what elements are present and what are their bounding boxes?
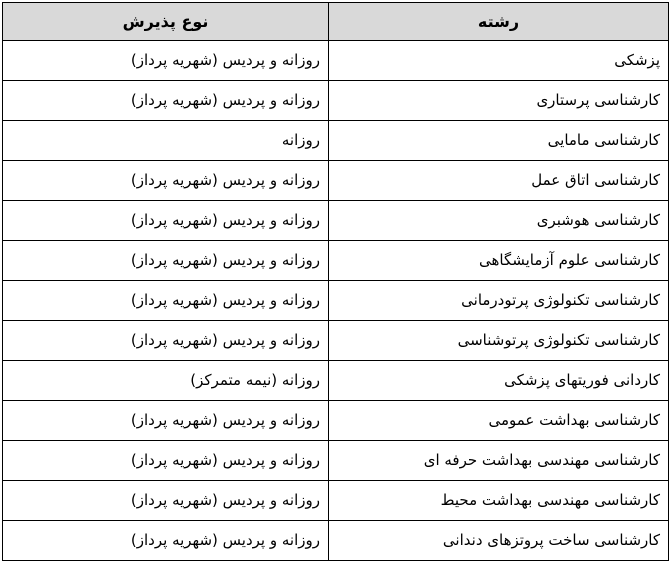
- admission-type-cell: روزانه و پردیس (شهریه پرداز): [3, 41, 329, 81]
- field-cell: کارشناسی اتاق عمل: [329, 161, 669, 201]
- field-cell: کارشناسی علوم آزمایشگاهی: [329, 241, 669, 281]
- field-cell: کارشناسی پرستاری: [329, 81, 669, 121]
- admission-type-cell: روزانه و پردیس (شهریه پرداز): [3, 241, 329, 281]
- table-row: [3, 201, 669, 241]
- admission-type-cell: روزانه: [3, 121, 329, 161]
- table-row: [3, 361, 669, 401]
- table-row: [3, 161, 669, 201]
- table-row: [3, 321, 669, 361]
- table-row: [3, 401, 669, 441]
- admissions-table-container: [2, 2, 668, 561]
- admission-type-cell: روزانه و پردیس (شهریه پرداز): [3, 321, 329, 361]
- table-row: [3, 521, 669, 561]
- table-row: [3, 121, 669, 161]
- table-header-row: [3, 3, 669, 41]
- table-row: [3, 281, 669, 321]
- admission-type-cell: روزانه و پردیس (شهریه پرداز): [3, 401, 329, 441]
- field-cell: کارشناسی مهندسی بهداشت محیط: [329, 481, 669, 521]
- admission-type-cell: روزانه و پردیس (شهریه پرداز): [3, 521, 329, 561]
- field-cell: کارشناسی مامایی: [329, 121, 669, 161]
- table-row: [3, 441, 669, 481]
- admission-type-cell: روزانه و پردیس (شهریه پرداز): [3, 201, 329, 241]
- table-row: [3, 81, 669, 121]
- field-cell: کارشناسی مهندسی بهداشت حرفه ای: [329, 441, 669, 481]
- field-cell: کارشناسی بهداشت عمومی: [329, 401, 669, 441]
- admission-type-cell: روزانه و پردیس (شهریه پرداز): [3, 161, 329, 201]
- table-body: [3, 41, 669, 561]
- field-cell: کارشناسی تکنولوژی پرتوشناسی: [329, 321, 669, 361]
- admission-type-cell: روزانه و پردیس (شهریه پرداز): [3, 441, 329, 481]
- field-cell: کارشناسی هوشبری: [329, 201, 669, 241]
- table-row: [3, 41, 669, 81]
- admission-type-cell: روزانه و پردیس (شهریه پرداز): [3, 81, 329, 121]
- field-cell: کارشناسی ساخت پروتزهای دندانی: [329, 521, 669, 561]
- field-cell: کاردانی فوریتهای پزشکی: [329, 361, 669, 401]
- header-admission-type: نوع پذیرش: [3, 3, 329, 41]
- header-field: رشته: [329, 3, 669, 41]
- admissions-table: [2, 2, 669, 561]
- admission-type-cell: روزانه و پردیس (شهریه پرداز): [3, 281, 329, 321]
- admission-type-cell: روزانه و پردیس (شهریه پرداز): [3, 481, 329, 521]
- table-row: [3, 241, 669, 281]
- field-cell: کارشناسی تکنولوژی پرتودرمانی: [329, 281, 669, 321]
- admission-type-cell: روزانه (نیمه متمرکز): [3, 361, 329, 401]
- table-row: [3, 481, 669, 521]
- field-cell: پزشکی: [329, 41, 669, 81]
